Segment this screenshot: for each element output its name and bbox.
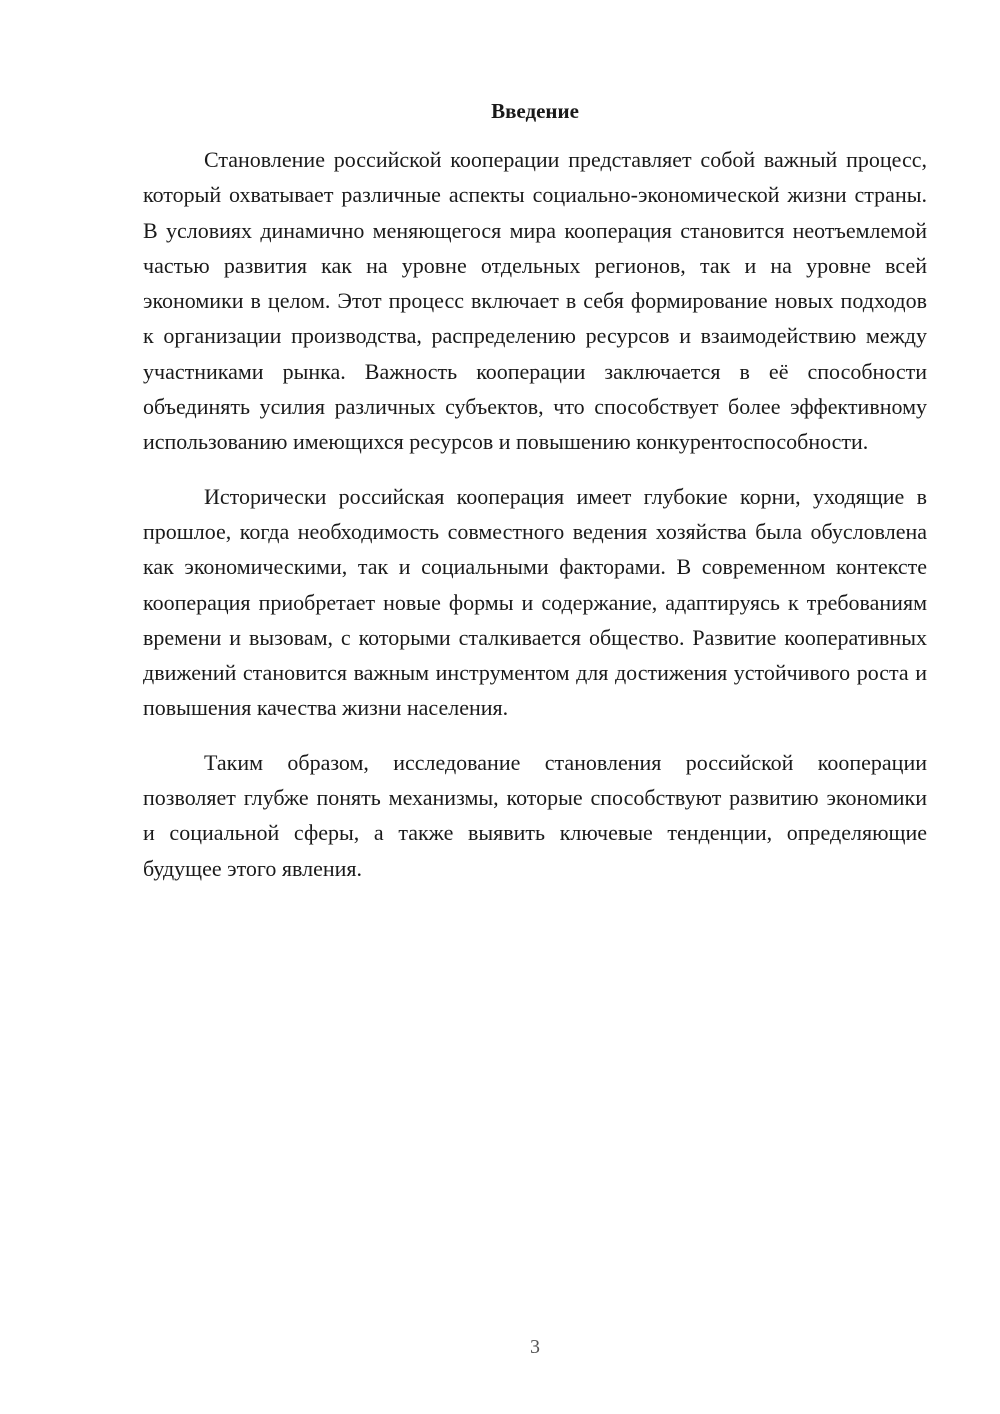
body-text (143, 142, 927, 886)
section-title: Введение (491, 99, 579, 123)
paragraph-2: Исторически российская кооперация имеет глубокие корни, уходящие в прошлое, когда необходимость совместного ведения хозяйства была обусловлена как экономическими, так и социальными факторами. В современном контексте кооперация приобретает новые формы и содержание, адаптируясь к требованиям времени и вызовам, с которыми сталкивается общество. Развитие кооперативных движений становится важным инструментом для достижения устойчивого роста и повышения качества жизни населения. (143, 483, 927, 721)
paragraph-1: Становление российской кооперации представляет собой важный процесс, который охватывает различные аспекты социально-экономической жизни страны. В условиях динамично меняющегося мира кооперация становится неотъемлемой частью развития как на уровне отдельных регионов, так и на уровне всей экономики в целом. Этот процесс включает в себя формирование новых подходов к организации производства, распределению ресурсов и взаимодействию между участниками рынка. Важность кооперации заключается в её способности объединять усилия различных субъектов, что способствует более эффективному использованию имеющихся ресурсов и повышению конкурентоспособности. (143, 147, 927, 455)
paragraph-3: Таким образом, исследование становления российской кооперации позволяет глубже понять механизмы, которые способствуют развитию экономики и социальной сферы, а также выявить ключевые тенденции, определяющие будущее этого явления. (143, 749, 927, 881)
page-number: 3 (530, 1336, 540, 1358)
